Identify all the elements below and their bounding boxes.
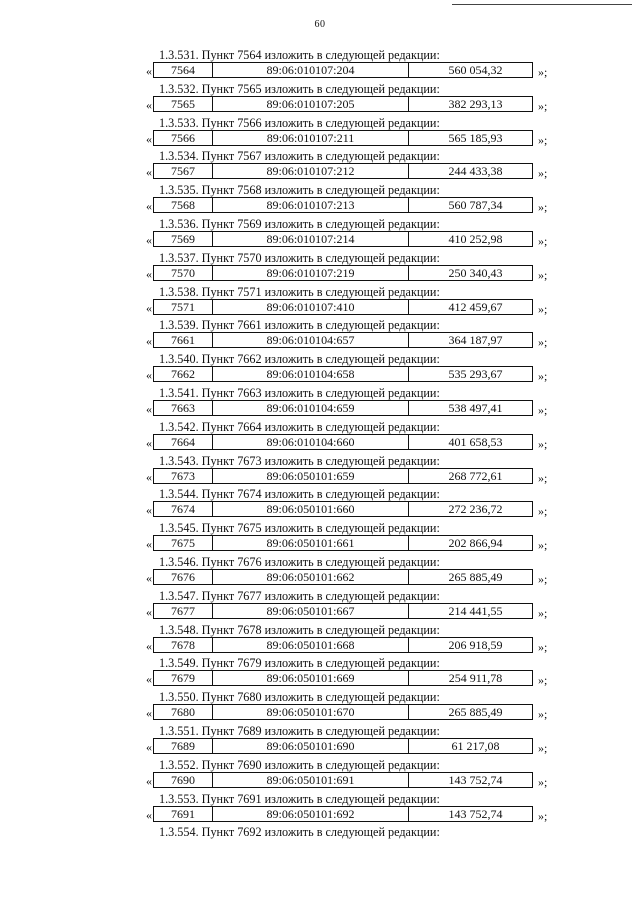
value-cell: 538 497,41 xyxy=(448,400,503,415)
amendment-entry xyxy=(0,483,640,517)
value-cell: 254 911,78 xyxy=(448,671,503,686)
clause-instruction: 1.3.534. Пункт 7567 изложить в следующей редакции: xyxy=(159,149,440,164)
top-rule xyxy=(452,4,632,5)
closing-quote: »; xyxy=(538,369,548,384)
value-cell: 214 441,55 xyxy=(448,603,503,618)
cadastral-number-cell: 89:06:010107:214 xyxy=(213,232,409,246)
item-number-cell: 7675 xyxy=(154,536,213,550)
value-cell: 143 752,74 xyxy=(448,806,503,821)
opening-quote: « xyxy=(146,604,152,619)
opening-quote: « xyxy=(146,199,152,214)
table-row xyxy=(153,400,533,416)
cadastral-number-cell: 89:06:010107:204 xyxy=(213,63,409,77)
table-row xyxy=(153,535,533,551)
clause-instruction: 1.3.536. Пункт 7569 изложить в следующей редакции: xyxy=(159,216,440,231)
clause-instruction: 1.3.552. Пункт 7690 изложить в следующей редакции: xyxy=(159,757,440,772)
closing-quote: »; xyxy=(538,673,548,688)
value-cell: 206 918,59 xyxy=(448,637,503,652)
cadastral-number-cell: 89:06:050101:690 xyxy=(213,739,409,753)
item-number-cell: 7664 xyxy=(154,435,213,449)
closing-quote: »; xyxy=(538,233,548,248)
item-number-cell: 7568 xyxy=(154,198,213,212)
cadastral-number-cell: 89:06:050101:692 xyxy=(213,807,409,821)
amendment-entry xyxy=(0,652,640,686)
final-entry xyxy=(0,821,640,855)
clause-instruction: 1.3.547. Пункт 7677 изложить в следующей редакции: xyxy=(159,588,440,603)
table-row xyxy=(153,772,533,788)
table-row xyxy=(153,670,533,686)
cadastral-number-cell: 89:06:010104:657 xyxy=(213,333,409,347)
clause-instruction: 1.3.531. Пункт 7564 изложить в следующей редакции: xyxy=(159,48,440,62)
item-number-cell: 7569 xyxy=(154,232,213,246)
opening-quote: « xyxy=(146,165,152,180)
clause-instruction: 1.3.540. Пункт 7662 изложить в следующей редакции: xyxy=(159,352,440,367)
item-number-cell: 7680 xyxy=(154,705,213,719)
cadastral-number-cell: 89:06:050101:660 xyxy=(213,502,409,516)
clause-instruction: 1.3.545. Пункт 7675 изложить в следующей редакции: xyxy=(159,521,440,536)
value-cell: 382 293,13 xyxy=(448,96,503,111)
cadastral-number-cell: 89:06:050101:691 xyxy=(213,773,409,787)
table-row xyxy=(153,332,533,348)
closing-quote: »; xyxy=(538,504,548,519)
opening-quote: « xyxy=(146,570,152,585)
value-cell: 364 187,97 xyxy=(448,333,503,348)
page-number: 60 xyxy=(314,19,326,30)
table-row xyxy=(153,163,533,179)
closing-quote: »; xyxy=(538,335,548,350)
opening-quote: « xyxy=(146,435,152,450)
amendment-list xyxy=(0,44,640,855)
cadastral-number-cell: 89:06:010107:213 xyxy=(213,198,409,212)
cadastral-number-cell: 89:06:050101:669 xyxy=(213,671,409,685)
amendment-entry xyxy=(0,517,640,551)
amendment-entry xyxy=(0,145,640,179)
closing-quote: »; xyxy=(538,267,548,282)
cadastral-number-cell: 89:06:050101:659 xyxy=(213,469,409,483)
closing-quote: »; xyxy=(538,166,548,181)
clause-instruction: 1.3.548. Пункт 7678 изложить в следующей редакции: xyxy=(159,622,440,637)
closing-quote: »; xyxy=(538,639,548,654)
item-number-cell: 7676 xyxy=(154,570,213,584)
cadastral-number-cell: 89:06:010107:205 xyxy=(213,97,409,111)
opening-quote: « xyxy=(146,97,152,112)
value-cell: 412 459,67 xyxy=(448,299,503,314)
item-number-cell: 7565 xyxy=(154,97,213,111)
item-number-cell: 7566 xyxy=(154,131,213,145)
closing-quote: »; xyxy=(538,132,548,147)
table-row xyxy=(153,62,533,78)
clause-instruction: 1.3.535. Пункт 7568 изложить в следующей редакции: xyxy=(159,183,440,198)
item-number-cell: 7663 xyxy=(154,401,213,415)
item-number-cell: 7564 xyxy=(154,63,213,77)
clause-instruction: 1.3.541. Пункт 7663 изложить в следующей редакции: xyxy=(159,385,440,400)
item-number-cell: 7674 xyxy=(154,502,213,516)
table-row xyxy=(153,197,533,213)
cadastral-number-cell: 89:06:050101:670 xyxy=(213,705,409,719)
amendment-entry xyxy=(0,112,640,146)
clause-instruction: 1.3.537. Пункт 7570 изложить в следующей редакции: xyxy=(159,250,440,265)
closing-quote: »; xyxy=(538,470,548,485)
clause-instruction: 1.3.549. Пункт 7679 изложить в следующей редакции: xyxy=(159,656,440,671)
item-number-cell: 7570 xyxy=(154,266,213,280)
amendment-entry xyxy=(0,686,640,720)
closing-quote: »; xyxy=(538,436,548,451)
amendment-entry xyxy=(0,348,640,382)
table-row xyxy=(153,468,533,484)
opening-quote: « xyxy=(146,537,152,552)
item-number-cell: 7679 xyxy=(154,671,213,685)
opening-quote: « xyxy=(146,739,152,754)
clause-instruction: 1.3.533. Пункт 7566 изложить в следующей редакции: xyxy=(159,115,440,130)
opening-quote: « xyxy=(146,266,152,281)
clause-instruction: 1.3.538. Пункт 7571 изложить в следующей редакции: xyxy=(159,284,440,299)
cadastral-number-cell: 89:06:010107:211 xyxy=(213,131,409,145)
amendment-entry xyxy=(0,585,640,619)
amendment-entry xyxy=(0,551,640,585)
item-number-cell: 7691 xyxy=(154,807,213,821)
opening-quote: « xyxy=(146,300,152,315)
value-cell: 560 787,34 xyxy=(448,198,503,213)
clause-instruction: 1.3.551. Пункт 7689 изложить в следующей редакции: xyxy=(159,723,440,738)
opening-quote: « xyxy=(146,807,152,822)
clause-instruction: 1.3.550. Пункт 7680 изложить в следующей редакции: xyxy=(159,690,440,705)
cadastral-number-cell: 89:06:010104:660 xyxy=(213,435,409,449)
value-cell: 560 054,32 xyxy=(448,63,503,77)
closing-quote: »; xyxy=(538,65,548,79)
value-cell: 272 236,72 xyxy=(448,502,503,517)
opening-quote: « xyxy=(146,334,152,349)
value-cell: 250 340,43 xyxy=(448,265,503,280)
opening-quote: « xyxy=(146,401,152,416)
opening-quote: « xyxy=(146,706,152,721)
amendment-entry xyxy=(0,213,640,247)
table-row xyxy=(153,738,533,754)
amendment-entry xyxy=(0,179,640,213)
value-cell: 535 293,67 xyxy=(448,367,503,382)
value-cell: 401 658,53 xyxy=(448,434,503,449)
closing-quote: »; xyxy=(538,605,548,620)
item-number-cell: 7662 xyxy=(154,367,213,381)
amendment-entry xyxy=(0,788,640,822)
closing-quote: »; xyxy=(538,200,548,215)
value-cell: 410 252,98 xyxy=(448,231,503,246)
amendment-entry xyxy=(0,416,640,450)
amendment-entry xyxy=(0,720,640,754)
item-number-cell: 7571 xyxy=(154,300,213,314)
table-row xyxy=(153,603,533,619)
cadastral-number-cell: 89:06:050101:667 xyxy=(213,604,409,618)
table-row xyxy=(153,299,533,315)
clause-instruction: 1.3.546. Пункт 7676 изложить в следующей редакции: xyxy=(159,554,440,569)
closing-quote: »; xyxy=(538,774,548,789)
value-cell: 265 885,49 xyxy=(448,569,503,584)
amendment-entry xyxy=(0,281,640,315)
cadastral-number-cell: 89:06:010107:410 xyxy=(213,300,409,314)
item-number-cell: 7677 xyxy=(154,604,213,618)
amendment-entry xyxy=(0,382,640,416)
clause-instruction: 1.3.554. Пункт 7692 изложить в следующей редакции: xyxy=(159,825,440,840)
clause-instruction: 1.3.542. Пункт 7664 изложить в следующей редакции: xyxy=(159,419,440,434)
clause-instruction: 1.3.544. Пункт 7674 изложить в следующей редакции: xyxy=(159,487,440,502)
table-row xyxy=(153,637,533,653)
opening-quote: « xyxy=(146,638,152,653)
value-cell: 565 185,93 xyxy=(448,130,503,145)
value-cell: 61 217,08 xyxy=(451,738,500,753)
closing-quote: »; xyxy=(538,98,548,113)
clause-instruction: 1.3.532. Пункт 7565 изложить в следующей редакции: xyxy=(159,81,440,96)
cadastral-number-cell: 89:06:050101:668 xyxy=(213,638,409,652)
cadastral-number-cell: 89:06:010107:212 xyxy=(213,164,409,178)
item-number-cell: 7661 xyxy=(154,333,213,347)
value-cell: 268 772,61 xyxy=(448,468,503,483)
value-cell: 244 433,38 xyxy=(448,164,503,179)
amendment-entry xyxy=(0,314,640,348)
amendment-entry xyxy=(0,754,640,788)
value-cell: 202 866,94 xyxy=(448,536,503,551)
table-row xyxy=(153,569,533,585)
cadastral-number-cell: 89:06:010104:659 xyxy=(213,401,409,415)
opening-quote: « xyxy=(146,131,152,146)
closing-quote: »; xyxy=(538,740,548,755)
table-row xyxy=(153,130,533,146)
table-row xyxy=(153,231,533,247)
closing-quote: »; xyxy=(538,707,548,722)
table-row xyxy=(153,366,533,382)
opening-quote: « xyxy=(146,232,152,247)
clause-instruction: 1.3.539. Пункт 7661 изложить в следующей редакции: xyxy=(159,318,440,333)
table-row xyxy=(153,704,533,720)
table-row xyxy=(153,434,533,450)
table-row xyxy=(153,501,533,517)
amendment-entry xyxy=(0,450,640,484)
clause-instruction: 1.3.543. Пункт 7673 изложить в следующей редакции: xyxy=(159,453,440,468)
item-number-cell: 7673 xyxy=(154,469,213,483)
opening-quote: « xyxy=(146,672,152,687)
cadastral-number-cell: 89:06:010104:658 xyxy=(213,367,409,381)
closing-quote: »; xyxy=(538,808,548,823)
table-row xyxy=(153,96,533,112)
closing-quote: »; xyxy=(538,538,548,553)
cadastral-number-cell: 89:06:050101:661 xyxy=(213,536,409,550)
cadastral-number-cell: 89:06:050101:662 xyxy=(213,570,409,584)
item-number-cell: 7690 xyxy=(154,773,213,787)
item-number-cell: 7567 xyxy=(154,164,213,178)
opening-quote: « xyxy=(146,368,152,383)
opening-quote: « xyxy=(146,469,152,484)
cadastral-number-cell: 89:06:010107:219 xyxy=(213,266,409,280)
opening-quote: « xyxy=(146,503,152,518)
closing-quote: »; xyxy=(538,571,548,586)
amendment-entry xyxy=(0,247,640,281)
amendment-entry xyxy=(0,619,640,653)
table-row xyxy=(153,265,533,281)
value-cell: 143 752,74 xyxy=(448,772,503,787)
table-row xyxy=(153,806,533,822)
closing-quote: »; xyxy=(538,402,548,417)
opening-quote: « xyxy=(146,773,152,788)
clause-instruction: 1.3.553. Пункт 7691 изложить в следующей редакции: xyxy=(159,791,440,806)
item-number-cell: 7678 xyxy=(154,638,213,652)
amendment-entry xyxy=(0,78,640,112)
amendment-entry xyxy=(0,44,640,78)
opening-quote: « xyxy=(146,64,152,78)
value-cell: 265 885,49 xyxy=(448,705,503,720)
closing-quote: »; xyxy=(538,301,548,316)
item-number-cell: 7689 xyxy=(154,739,213,753)
